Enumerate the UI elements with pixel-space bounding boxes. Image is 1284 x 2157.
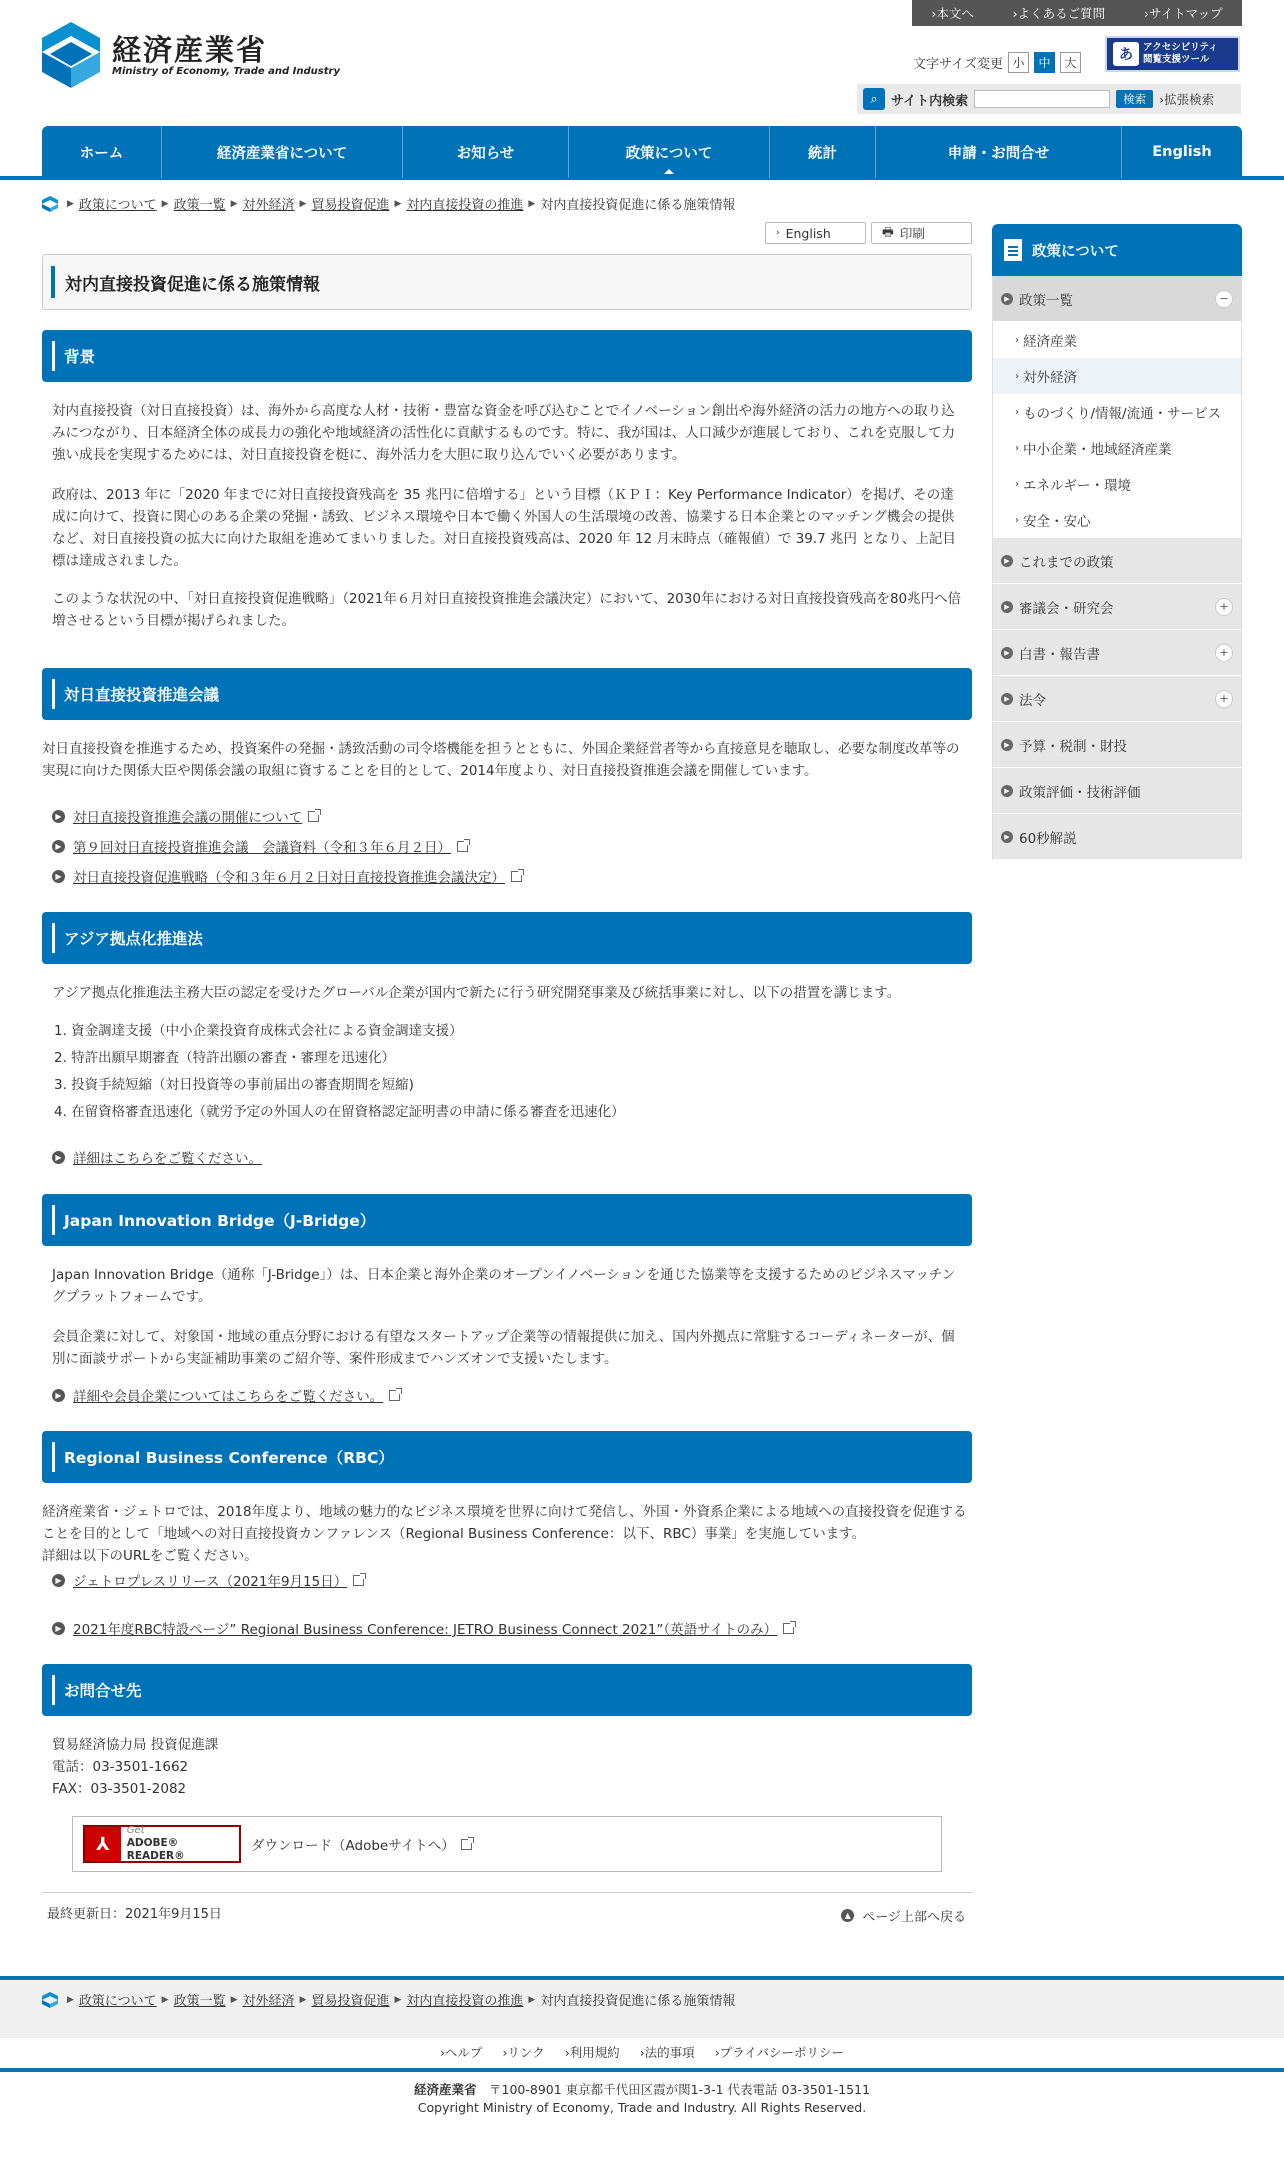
font-size-medium-button[interactable]: 中 [1034,52,1055,73]
arrow-up-icon: ▲ [841,1909,854,1922]
arrow-icon: ▶ [1001,647,1013,659]
section-heading-jbridge [42,1194,972,1246]
advanced-search-link[interactable]: ›拡張検索 [1159,92,1215,107]
printer-icon: 🖶 [882,223,894,239]
side-item-label: 法令 [1019,692,1046,709]
meti-logo-icon [42,22,100,88]
accessibility-line1: アクセシビリティ [1143,42,1218,53]
side-sub-external[interactable]: › 対外経済 [992,358,1242,394]
footer-links [0,2038,1284,2066]
side-nav-header[interactable] [992,224,1242,276]
council-link-2[interactable] [52,836,468,856]
footer-breadcrumb: ▶ 政策について ▶ 政策一覧 ▶ 対外経済 ▶ 貿易投資促進 ▶ 対内直接投資の推進 ▶ 対内直接投資促進に係る施策情報 [42,1990,735,2009]
font-size-small-button[interactable]: 小 [1008,52,1029,73]
side-item-laws[interactable] [992,676,1242,722]
arrow-icon: ▶ [52,840,65,853]
jbridge-paragraph-1: Japan Innovation Bridge（通称「J-Bridge」）は、日本企業と海外企業のオープンイノベーションを通じた協業等を支援するためのビジネスマッチングプラットフォームです。 [52,1267,956,1305]
arrow-icon: ▶ [1001,693,1013,705]
home-icon[interactable] [42,1992,58,2008]
document-icon [1004,239,1022,261]
side-item-evaluation[interactable] [992,768,1242,814]
footer-privacy-link[interactable]: ›プライバシーポリシー [714,2045,845,2060]
council-paragraph: 対日直接投資を推進するため、投資案件の発掘・誘致活動の司令塔機能を担うとともに、外国企業経営者等から直接意見を聴取し、必要な制度改革等の実現に向けた関係大臣や関係会議の取組に資することを目的として、2014年度より、対日直接投資推進会議を開催しています。 [42,741,960,779]
link-text[interactable]: 詳細はこちらをご覧ください。 [73,1151,262,1167]
side-item-60sec[interactable] [992,814,1242,860]
last-updated: 最終更新日：2021年9月15日 [47,1907,222,1922]
adobe-get-text: Get [126,1825,145,1836]
external-link-icon [353,1575,364,1586]
side-sub-energy[interactable]: › エネルギー・環境 [992,466,1242,502]
page-title-box [42,254,972,310]
gnav-news[interactable]: お知らせ [403,126,569,178]
breadcrumb: ▶ 政策について ▶ 政策一覧 ▶ 対外経済 ▶ 貿易投資促進 ▶ 対内直接投資の推進 ▶ 対内直接投資促進に係る施策情報 [42,194,735,213]
side-sub-label: エネルギー・環境 [1023,478,1131,494]
search-button[interactable]: 検索 [1116,90,1153,108]
footer-legal-link[interactable]: ›法的事項 [639,2045,695,2060]
search-label: サイト内検索 [891,93,969,109]
jbridge-detail-link[interactable] [52,1385,400,1405]
breadcrumb-trade-investment[interactable]: 貿易投資促進 [311,1994,390,2009]
breadcrumb-current: 対内直接投資促進に係る施策情報 [540,198,736,213]
expand-icon[interactable]: + [1215,644,1233,662]
rbc-link-2[interactable] [52,1618,794,1638]
side-nav-title: 政策について [1032,243,1119,260]
side-item-policy-list[interactable] [992,276,1242,322]
external-link-icon [783,1623,794,1634]
english-label: English [785,225,831,241]
council-link-1[interactable] [52,806,319,826]
section-title: Regional Business Conference（RBC） [64,1449,394,1467]
adobe-reader-text: ADOBE® READER® [126,1837,185,1862]
link-text[interactable]: 対日直接投資推進会議の開催について [73,810,303,826]
asia-measures-list [54,1018,625,1126]
side-item-label: 政策評価・技術評価 [1019,784,1141,801]
side-sub-label: 安全・安心 [1023,514,1091,530]
gnav-application[interactable]: 申請・お問合せ [876,126,1122,178]
gnav-home[interactable]: ホーム [42,126,162,178]
arrow-icon: ▶ [1001,601,1013,613]
arrow-icon: ▶ [1001,785,1013,797]
footer-address [0,2080,1284,2098]
accessibility-tool-button[interactable] [1105,36,1240,72]
section-title: お問合せ先 [64,1682,142,1700]
breadcrumb-policy-list[interactable]: 政策一覧 [173,1994,226,2009]
section-heading-asia [42,912,972,964]
link-text[interactable]: ダウンロード（Adobeサイトへ） [251,1838,455,1854]
external-link-icon [389,1390,400,1401]
arrow-icon: ▶ [52,1574,65,1587]
footer-help-link[interactable]: ›ヘルプ [439,2045,483,2060]
site-logo[interactable] [42,22,340,88]
side-item-label: 審議会・研究会 [1019,600,1114,617]
skip-to-content-link[interactable]: ›本文へ [931,6,974,21]
accessibility-line2: 閲覧支援ツール [1143,54,1210,65]
home-icon[interactable] [42,196,58,212]
print-label: 印刷 [899,226,925,241]
breadcrumb-policy-list[interactable]: 政策一覧 [173,198,226,213]
site-search [857,84,1241,114]
link-text[interactable]: 対日直接投資促進戦略（令和３年６月２日対日直接投資推進会議決定） [73,870,505,886]
background-paragraph-3: このような状況の中、「対日直接投資促進戦略」（2021年６月対日直接投資推進会議決定）において、2030年における対日直接投資残高を80兆円へ倍増させるという目標が掲げられました。 [52,591,962,629]
section-title: Japan Innovation Bridge（J-Bridge） [64,1212,376,1230]
side-item-label: 白書・報告書 [1019,646,1100,663]
jbridge-paragraph-2: 会員企業に対して、対象国・地域の重点分野における有望なスタートアップ企業等の情報提供に加え、国内外拠点に常駐するコーディネーターが、個別に面談サポートから実証補助事業のご紹介等、案件形成までハンズオンで支援いたします。 [52,1329,955,1367]
adobe-reader-box [72,1816,942,1872]
logo-title: 経済産業省 [112,32,268,67]
side-item-white-papers[interactable] [992,630,1242,676]
collapse-icon[interactable]: − [1215,290,1233,308]
arrow-icon: ▶ [1001,293,1013,305]
side-sub-label: 対外経済 [1023,370,1077,386]
arrow-icon: ▶ [52,1389,65,1402]
list-item: 2. 特許出願早期審査（特許出願の審査・審理を迅速化） [54,1050,396,1066]
breadcrumb-policy[interactable]: 政策について [78,198,157,213]
breadcrumb-current: 対内直接投資促進に係る施策情報 [540,1994,736,2009]
background-paragraph-1: 対内直接投資（対日直接投資）は、海外から高度な人材・技術・豊富な資金を呼び込むことでイノベーション創出や海外経済の活力の地方への取り込みにつながり、日本経済全体の成長力の強化や地域経済の活性化に貢献するものです。特に、我が国は、人口減少が進展しており、これを克服して力強い成長を実現するためには、対日直接投資を梃に、海外活力を大胆に取り込んでいく必要があります。 [52,403,956,463]
divider [42,1892,972,1893]
get-adobe-reader-button[interactable] [83,1825,241,1863]
asia-detail-link[interactable] [52,1147,262,1167]
breadcrumb-trade-investment[interactable]: 貿易投資促進 [311,198,390,213]
footer-address-text: 〒100-8901 東京都千代田区霞が関1-3-1 代表電話 03-3501-1511 [489,2082,871,2097]
arrow-icon: ▶ [1001,831,1013,843]
font-size-label: 文字サイズ変更 [913,57,1003,72]
footer-terms-link[interactable]: ›利用規約 [564,2045,620,2060]
side-sub-manufacturing[interactable]: › ものづくり/情報/流通・サービス [992,394,1242,430]
expand-icon[interactable]: + [1215,598,1233,616]
footer-divider [0,2068,1284,2072]
link-text[interactable]: ジェトロプレスリリース（2021年9月15日） [73,1574,348,1590]
breadcrumb-external-economy[interactable]: 対外経済 [242,198,295,213]
section-heading-council [42,668,972,720]
external-link-icon [511,871,522,882]
gnav-about[interactable]: 経済産業省について [162,126,403,178]
rbc-paragraph-2: 詳細は以下のURLをご覧ください。 [42,1548,258,1564]
faq-link[interactable]: ›よくあるご質問 [1012,6,1106,21]
breadcrumb-policy[interactable]: 政策について [78,1994,157,2009]
section-title: アジア拠点化推進法 [64,930,203,948]
list-item: 3. 投資手続短縮（対日投資等の事前届出の審査期間を短縮) [54,1077,414,1093]
arrow-icon: ▶ [52,1622,65,1635]
section-title: 対日直接投資推進会議 [64,686,220,704]
side-item-label: 予算・税制・財投 [1019,738,1127,755]
speaker-icon: あ [1113,42,1139,66]
breadcrumb-fdi-promotion[interactable]: 対内直接投資の推進 [406,198,524,213]
gnav-statistics[interactable]: 統計 [770,126,876,178]
print-button[interactable] [871,222,972,244]
external-link-icon [308,811,319,822]
list-item: 1. 資金調達支援（中小企業投資育成株式会社による資金調達支援） [54,1023,463,1039]
arrow-icon: ▶ [52,870,65,883]
logo-subtitle: Ministry of Economy, Trade and Industry [112,65,340,77]
breadcrumb-fdi-promotion[interactable]: 対内直接投資の推進 [406,1994,524,2009]
link-text[interactable]: ページ上部へ戻る [862,1910,966,1925]
section-heading-rbc [42,1431,972,1483]
section-title: 背景 [64,348,96,366]
side-item-label: これまでの政策 [1019,554,1114,571]
contact-division: 貿易経済協力局 投資促進課 [52,1737,219,1753]
side-sub-safety[interactable]: › 安全・安心 [992,502,1242,538]
side-item-label: 60秒解説 [1019,830,1077,847]
arrow-icon: ▶ [52,810,65,823]
contact-phone: 電話：03-3501-1662 [52,1759,189,1775]
background-paragraph-2: 政府は、2013 年に「2020 年までに対日直接投資残高を 35 兆円に倍増する」という目標（ＫＰＩ：Key Performance Indicator）を掲げ、その達成に向けて、投資に関心のある企業の発掘・誘致、ビジネス環境や日本で働く外国人の生活環境の改善、協業する日本企業とのマッチング機会の提供など、対日直接投資の拡大に向けた取組を進めてまいりました。対日直接投資残高は、2020 年 12 月末時点（確報値）で 39.7 兆円 となり、上記目標は達成されました。 [52,487,956,569]
side-nav [992,224,1242,860]
arrow-icon: ▶ [52,1151,65,1164]
english-page-button[interactable]: › English [765,222,866,244]
page-tools [760,222,972,244]
global-nav [42,126,1242,178]
utility-nav [912,0,1242,26]
pdf-icon: ⅄ [85,1827,121,1861]
sitemap-link[interactable]: ›サイトマップ [1143,6,1223,21]
rbc-link-1[interactable] [52,1570,364,1590]
side-item-budget[interactable] [992,722,1242,768]
side-sub-economy[interactable]: › 経済産業 [992,322,1242,358]
side-sub-sme[interactable]: › 中小企業・地域経済産業 [992,430,1242,466]
adobe-download-link[interactable] [251,1834,472,1854]
arrow-icon: ▶ [1001,739,1013,751]
font-size-switcher [913,52,1081,73]
side-item-past-policies[interactable] [992,538,1242,584]
side-sub-label: ものづくり/情報/流通・サービス [1023,406,1222,422]
link-text[interactable]: 詳細や会員企業についてはこちらをご覧ください。 [73,1389,384,1405]
search-input[interactable] [974,90,1110,108]
side-sub-label: 中小企業・地域経済産業 [1023,442,1172,458]
section-heading-contact [42,1664,972,1716]
gnav-policy[interactable]: 政策について [569,126,770,178]
side-item-label: 政策一覧 [1019,292,1073,309]
list-item: 4. 在留資格審査迅速化（就労予定の外国人の在留資格認定証明書の申請に係る審査を迅速化） [54,1104,625,1120]
search-icon: ⌕ [863,88,885,110]
link-text[interactable]: 第９回対日直接投資推進会議 会議資料（令和３年６月２日） [73,840,451,856]
section-heading-background [42,330,972,382]
side-sub-label: 経済産業 [1023,334,1077,350]
arrow-icon: ▶ [1001,555,1013,567]
rbc-paragraph-1: 経済産業省・ジェトロでは、2018年度より、地域の魅力的なビジネス環境を世界に向けて発信し、外国・外資系企業による地域への直接投資を促進することを目的として「地域への対日直接投資カンファレンス（Regional Business Conference：以下、RBC）事業」を実施しています。 [42,1504,967,1542]
council-link-3[interactable] [52,866,522,886]
footer-org: 経済産業省 [413,2082,477,2097]
external-link-icon [457,841,468,852]
footer-links-link[interactable]: ›リンク [502,2045,545,2060]
footer-copyright: Copyright Ministry of Economy, Trade and Industry. All Rights Reserved. [417,2100,867,2115]
font-size-large-button[interactable]: 大 [1060,52,1081,73]
breadcrumb-external-economy[interactable]: 対外経済 [242,1994,295,2009]
asia-paragraph: アジア拠点化推進法主務大臣の認定を受けたグローバル企業が国内で新たに行う研究開発事業及び統括事業に対し、以下の措置を講じます。 [52,985,901,1001]
link-text[interactable]: 2021年度RBC特設ページ” Regional Business Conference: JETRO Business Connect 2021”（英語サイトのみ） [73,1622,778,1638]
page-top-link[interactable] [841,1906,966,1925]
external-link-icon [461,1839,472,1850]
expand-icon[interactable]: + [1215,690,1233,708]
gnav-english[interactable]: English [1152,144,1212,160]
page-title: 対内直接投資促進に係る施策情報 [65,274,320,295]
contact-fax: FAX：03-3501-2082 [52,1781,187,1797]
side-item-councils[interactable] [992,584,1242,630]
